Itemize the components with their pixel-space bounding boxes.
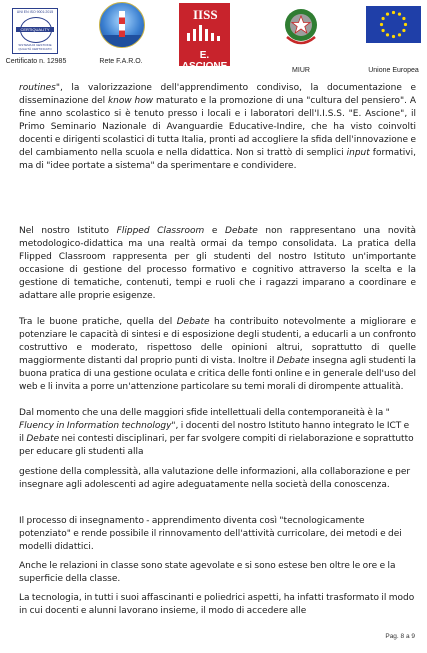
miur-caption: MIUR — [292, 67, 310, 74]
faro-caption: Rete F.A.R.O. — [99, 58, 143, 65]
cert-logo-middle-text: CERTIQUALITY — [16, 27, 54, 32]
school-logo-top-text: IISS — [193, 7, 218, 22]
paragraph-flipped-debate: Nel nostro Istituto Flipped Classroom e Debate non rappresentano una novità metodologico-didattica ma una realtà ormai da tempo consolidata. La pratica della Flipped Classroom rappresenta per gli studenti del nostro Istituto un'importante occasione di gestione del processo formativo e cognitivo attraverso la scelta e la gestione di tematiche, contenuti, tempi e ruoli che i ragazzi imparano a coordinare e adattare alle proprie esigenze. — [19, 226, 417, 301]
term-fluency: Fluency in Information technology — [19, 421, 172, 431]
certiquality-logo — [12, 8, 58, 54]
term-know-how: know how — [107, 96, 154, 106]
school-logo-name: E. ASCIONE — [181, 50, 228, 72]
paragraph-complexity: gestione della complessità, alla valutazione delle informazioni, alla collaborazione e per insegnare agli adolescenti ad agire adeguatamente nella società della conoscenza. — [19, 467, 411, 490]
term-debate: Debate — [225, 226, 258, 236]
term-debate: Debate — [176, 317, 210, 327]
school-logo-bars-icon — [185, 25, 223, 41]
paragraph-relations: Anche le relazioni in classe sono state agevolate e si sono estese ben oltre le ore e la superficie della classe. — [19, 561, 396, 584]
cert-logo-bottom-text: SISTEMA DI GESTIONE QUALITÀ CERTIFICATO — [18, 43, 52, 51]
paragraph-seminar: routines", la valorizzazione dell'apprendimento condiviso, la documentazione e disseminazione del know how maturato e la promozione di una "cultura del pensiero". A fine anno scolastico si è tenuto presso i locali e i laboratori dell'I.I.S.S. "E. Ascione", il Primo Seminario Nazionale di Avanguardie Educative-Indire, che ha visto coinvolti docenti e dirigenti scolastici di tutta Italia, pronti ad accogliere la sfida dell'innovazione e del cambiamento nella scuola e nella didattica. Non si trattò di semplici input formativi, ma di "idee portate a sistema" da sperimentare e condividere. — [19, 83, 417, 171]
term-flipped-classroom: Flipped Classroom — [116, 226, 205, 236]
rete-faro-logo — [99, 2, 145, 48]
page-number: Pag. 8 a 9 — [385, 633, 415, 640]
paragraph-technology: La tecnologia, in tutti i suoi affascinanti e poliedrici aspetti, ha infatti trasformato il modo in cui docenti e alunni lavorano insieme, il modo di accedere alle — [19, 593, 415, 616]
italian-republic-emblem-icon — [282, 5, 320, 47]
paragraph-ict: Dal momento che una delle maggiori sfide intellettuali della contemporaneità è la " Fluency in Information technology", i docenti del nostro Istituto hanno integrato le ICT e il Debate nei contesti disciplinari, per far svolgere compiti di rielaborazione e soprattutto per educare gli studenti alla — [19, 408, 414, 457]
term-debate: Debate — [26, 434, 60, 444]
paragraph-process: Il processo di insegnamento - apprendimento diventa così "tecnologicamente potenziato" e rende possibile il rinnovamento dell'attività curricolare, dei metodi e dei modelli didattici. — [19, 516, 402, 552]
school-logo — [179, 3, 230, 72]
eu-caption: Unione Europea — [368, 67, 419, 74]
eu-flag-icon — [366, 6, 421, 43]
cert-logo-top-text: UNI EN ISO 9001:2015 — [16, 10, 54, 14]
term-input: input — [346, 148, 370, 158]
term-debate: Debate — [276, 356, 310, 366]
cert-caption: Certificato n. 12985 — [5, 58, 67, 65]
term-routines: routines — [19, 83, 56, 93]
lighthouse-icon — [119, 11, 125, 37]
paragraph-debate-practice: Tra le buone pratiche, quella del Debate ha contribuito notevolmente a migliorare e potenziare le capacità di sintesi e di esposizione degli studenti, a educarli a un confronto costruttivo e moderato, rispettoso delle opinioni altrui, soprattutto di quelle maggiormente distanti dal proprio punti di vista. Inoltre il Debate insegna agli studenti la buona pratica di una gestione oculata e critica delle fonti online e in generale dell'uso del web e li invita a porre un'attenzione particolare su temi morali di dirompente attualità. — [19, 317, 416, 392]
